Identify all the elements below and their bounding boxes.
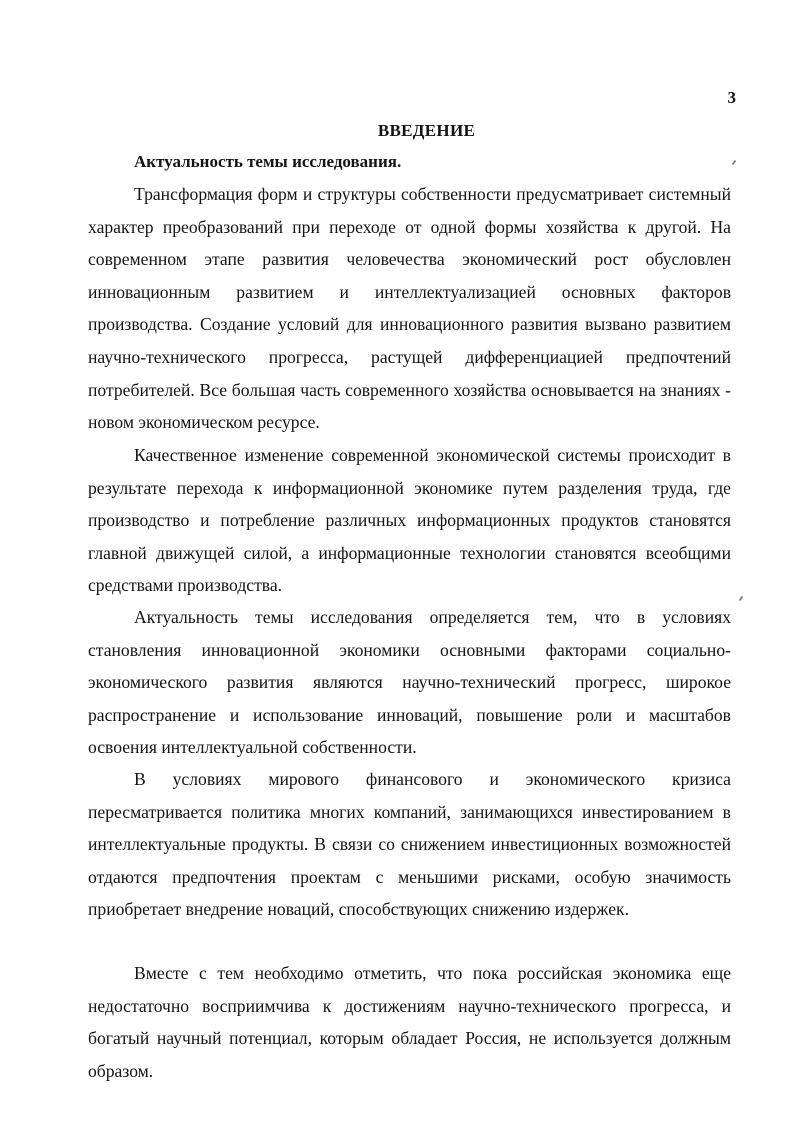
paragraph-1: Трансформация форм и структуры собственности предусматривает системный характер преобразований при переходе от одной формы хозяйства к другой. На современном этапе развития человечества экономический рост обусловлен инновационным развитием и интеллектуализацией основных факторов производства. Создание условий для инновационного развития вызвано развитием научно-технического прогресса, растущей дифференциацией предпочтений потребителей. Все большая часть современного хозяйства основывается на знаниях - новом экономическом ресурсе. <box>88 184 731 433</box>
paragraph-3: Актуальность темы исследования определяется тем, что в условиях становления инновационной экономики основными факторами социально-экономического развития являются научно-технический прогресс, широкое распространение и использование инноваций, повышение роли и масштабов освоения интеллектуальной собственности. <box>88 607 731 758</box>
paragraph-2: Качественное изменение современной экономической системы происходит в результате перехода к информационной экономике путем разделения труда, где производство и потребление различных информационных продуктов становятся главной движущей силой, а информационные технологии становятся всеобщими средствами производства. <box>88 445 731 596</box>
scan-speck <box>732 160 737 165</box>
page-number: 3 <box>727 88 736 107</box>
section-heading: ВВЕДЕНИЕ <box>377 121 476 140</box>
subsection-heading: Актуальность темы исследования. <box>134 152 402 171</box>
scan-speck <box>739 596 744 601</box>
paragraph-5: Вместе с тем необходимо отметить, что пока российская экономика еще недостаточно восприимчива к достижениям научно-технического прогресса, и богатый научный потенциал, которым обладает Россия, не используется должным образом. <box>88 963 731 1081</box>
paragraph-4: В условиях мирового финансового и экономического кризиса пересматривается политика многих компаний, занимающихся инвестированием в интеллектуальные продукты. В связи со снижением инвестиционных возможностей отдаются предпочтения проектам с меньшими рисками, особую значимость приобретает внедрение новаций, способствующих снижению издержек. <box>88 769 731 920</box>
